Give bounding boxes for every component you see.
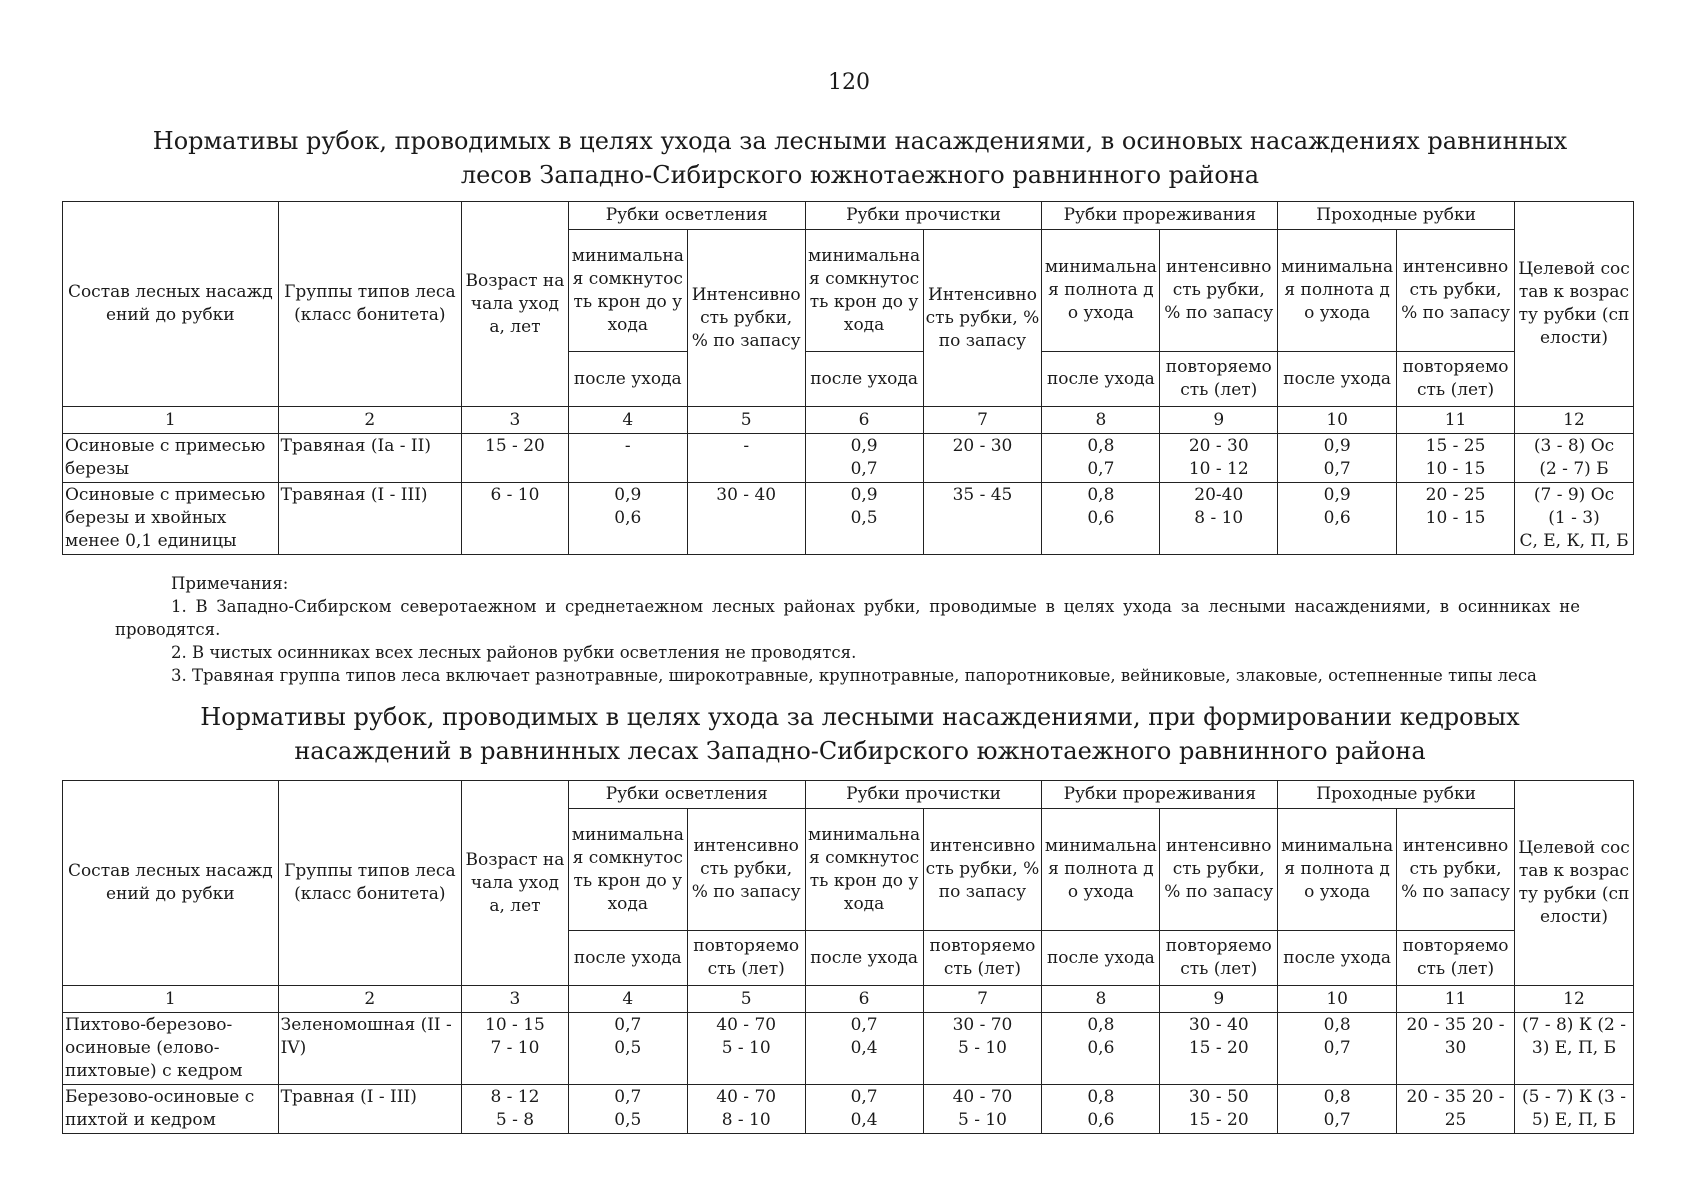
table1-title-line1: Нормативы рубок, проводимых в целях ухода за лесными насаждениями, в осиновых насаждениях равнинных: [152, 127, 1568, 155]
header-pro-min: минимальная сомкнутость крон до ухода: [805, 809, 923, 931]
header-prorezh-int: интенсивность рубки, % по запасу: [1160, 809, 1278, 931]
table-cell: 0,7 0,4: [805, 1085, 923, 1134]
header-age: Возраст начала ухода, лет: [462, 781, 569, 986]
header-prohod-rep: повторяемость (лет): [1397, 352, 1515, 407]
col-number: 12: [1515, 986, 1634, 1013]
table-cell: 0,9 0,5: [805, 483, 923, 555]
table-cell: 0,8 0,7: [1278, 1085, 1397, 1134]
table-cell: 0,9 0,7: [805, 434, 923, 483]
table-row: [63, 483, 1634, 555]
header-prohod-min: минимальная полнота до ухода: [1278, 809, 1397, 931]
header-pro-after: после ухода: [805, 931, 923, 986]
col-number: 9: [1160, 986, 1278, 1013]
table-cell: 0,8 0,6: [1042, 483, 1160, 555]
header-osv-min: минимальная сомкнутость крон до ухода: [568, 230, 687, 352]
table-cell: Зеленомошная (II - IV): [278, 1013, 461, 1085]
col-number: 7: [923, 407, 1042, 434]
table-cell: 20-40 8 - 10: [1160, 483, 1278, 555]
table-cell: 30 - 70 5 - 10: [923, 1013, 1042, 1085]
header-pro-int: интенсивность рубки, % по запасу: [923, 809, 1042, 931]
header-target: Целевой состав к возрасту рубки (спелости): [1515, 202, 1634, 407]
header-prorezh: Рубки прореживания: [1042, 781, 1278, 809]
table-cell: 35 - 45: [923, 483, 1042, 555]
table-cell: Травяная (I - III): [278, 483, 461, 555]
header-pro: Рубки прочистки: [805, 202, 1042, 230]
header-prohod: Проходные рубки: [1278, 202, 1515, 230]
table2-title-line2: насаждений в равнинных лесах Западно-Сибирского южнотаежного равнинного района: [294, 737, 1426, 765]
col-number: 5: [687, 986, 805, 1013]
table-cell: 6 - 10: [462, 483, 569, 555]
header-prohod-after: после ухода: [1278, 931, 1397, 986]
table1-title-line2: лесов Западно-Сибирского южнотаежного равнинного района: [460, 161, 1260, 189]
notes-heading: Примечания:: [171, 574, 289, 593]
table-cell: 0,8 0,7: [1278, 1013, 1397, 1085]
table-cell: 0,9 0,7: [1278, 434, 1397, 483]
col-number: 3: [462, 407, 569, 434]
table-cell: -: [568, 434, 687, 483]
table-cell: 10 - 15 7 - 10: [462, 1013, 569, 1085]
header-prohod-min: минимальная полнота до ухода: [1278, 230, 1397, 352]
header-prohod: Проходные рубки: [1278, 781, 1515, 809]
header-age: Возраст начала ухода, лет: [462, 202, 569, 407]
col-number: 2: [278, 407, 461, 434]
table-cell: 40 - 70 8 - 10: [687, 1085, 805, 1134]
table-cell: 40 - 70 5 - 10: [923, 1085, 1042, 1134]
header-prohod-int: интенсивность рубки, % по запасу: [1397, 230, 1515, 352]
header-prorezh-int: интенсивность рубки, % по запасу: [1160, 230, 1278, 352]
header-osv-min: минимальная сомкнутость крон до ухода: [568, 809, 687, 931]
table-cell: 15 - 20: [462, 434, 569, 483]
col-number: 12: [1515, 407, 1634, 434]
table-cell: Травяная (Ia - II): [278, 434, 461, 483]
column-number-row: [63, 986, 1634, 1013]
table-cell: 30 - 50 15 - 20: [1160, 1085, 1278, 1134]
table-cell: 0,7 0,5: [568, 1085, 687, 1134]
table-cell: Осиновые с примесью березы и хвойных менее 0,1 единицы: [63, 483, 279, 555]
col-number: 10: [1278, 986, 1397, 1013]
header-osv-int: Интенсивность рубки, % по запасу: [687, 230, 805, 407]
col-number: 3: [462, 986, 569, 1013]
col-number: 8: [1042, 407, 1160, 434]
table-cell: 20 - 35 20 - 30: [1397, 1013, 1515, 1085]
header-prorezh-rep: повторяемость (лет): [1160, 352, 1278, 407]
table-cell: 0,8 0,6: [1042, 1013, 1160, 1085]
table-row: [63, 434, 1634, 483]
table2-title: [110, 700, 1610, 768]
col-number: 2: [278, 986, 461, 1013]
col-number: 1: [63, 986, 279, 1013]
header-pro-rep: повторяемость (лет): [923, 931, 1042, 986]
header-pro-min: минимальная сомкнутость крон до ухода: [805, 230, 923, 352]
table-cell: Березово-осиновые с пихтой и кедром: [63, 1085, 279, 1134]
table-cell: 0,8 0,7: [1042, 434, 1160, 483]
table-row: [63, 1085, 1634, 1134]
table2: [62, 780, 1634, 1134]
table-cell: Пихтово-березово-осиновые (елово-пихтовые) с кедром: [63, 1013, 279, 1085]
header-prorezh-after: после ухода: [1042, 352, 1160, 407]
table1-title: [110, 124, 1610, 192]
header-composition: Состав лесных насаждений до рубки: [63, 202, 279, 407]
header-prorezh-min: минимальная полнота до ухода: [1042, 809, 1160, 931]
header-osv-rep: повторяемость (лет): [687, 931, 805, 986]
table-cell: -: [687, 434, 805, 483]
header-osv-after: после ухода: [568, 931, 687, 986]
note-2: 2. В чистых осинниках всех лесных районов рубки осветления не проводятся.: [171, 643, 857, 662]
table-cell: 15 - 25 10 - 15: [1397, 434, 1515, 483]
table-cell: 30 - 40: [687, 483, 805, 555]
col-number: 11: [1397, 407, 1515, 434]
header-target: Целевой состав к возрасту рубки (спелости): [1515, 781, 1634, 986]
header-prorezh-min: минимальная полнота до ухода: [1042, 230, 1160, 352]
table-cell: 20 - 25 10 - 15: [1397, 483, 1515, 555]
header-forest-types: Группы типов леса (класс бонитета): [278, 781, 461, 986]
col-number: 4: [568, 986, 687, 1013]
col-number: 8: [1042, 986, 1160, 1013]
header-forest-types: Группы типов леса (класс бонитета): [278, 202, 461, 407]
header-composition: Состав лесных насаждений до рубки: [63, 781, 279, 986]
header-prohod-int: интенсивность рубки, % по запасу: [1397, 809, 1515, 931]
notes-block: [115, 572, 1580, 687]
column-number-row: [63, 407, 1634, 434]
col-number: 1: [63, 407, 279, 434]
table-cell: 20 - 35 20 - 25: [1397, 1085, 1515, 1134]
col-number: 4: [568, 407, 687, 434]
header-prorezh-rep: повторяемость (лет): [1160, 931, 1278, 986]
table-cell: 40 - 70 5 - 10: [687, 1013, 805, 1085]
table-cell: 0,8 0,6: [1042, 1085, 1160, 1134]
table-cell: (7 - 9) Ос (1 - 3) С, Е, К, П, Б: [1515, 483, 1634, 555]
table-cell: (7 - 8) К (2 - 3) Е, П, Б: [1515, 1013, 1634, 1085]
table-cell: (3 - 8) Ос (2 - 7) Б: [1515, 434, 1634, 483]
note-3: 3. Травяная группа типов леса включает разнотравные, широкотравные, крупнотравные, папоротниковые, вейниковые, злаковые, остепненные типы леса: [171, 666, 1537, 685]
table1: [62, 201, 1634, 555]
table2-title-line1: Нормативы рубок, проводимых в целях ухода за лесными насаждениями, при формировании кедровых: [200, 703, 1520, 731]
header-prorezh-after: после ухода: [1042, 931, 1160, 986]
table-cell: 30 - 40 15 - 20: [1160, 1013, 1278, 1085]
header-pro-after: после ухода: [805, 352, 923, 407]
table-cell: 8 - 12 5 - 8: [462, 1085, 569, 1134]
col-number: 9: [1160, 407, 1278, 434]
note-1: 1. В Западно-Сибирском северотаежном и среднетаежном лесных районах рубки, проводимые в целях ухода за лесными насаждениями, в осинниках не проводятся.: [115, 597, 1580, 639]
col-number: 5: [687, 407, 805, 434]
table-cell: 0,7 0,4: [805, 1013, 923, 1085]
header-prorezh: Рубки прореживания: [1042, 202, 1278, 230]
header-osv: Рубки осветления: [568, 202, 805, 230]
table-cell: 0,7 0,5: [568, 1013, 687, 1085]
table-cell: Травная (I - III): [278, 1085, 461, 1134]
col-number: 11: [1397, 986, 1515, 1013]
header-prohod-after: после ухода: [1278, 352, 1397, 407]
col-number: 6: [805, 407, 923, 434]
table-cell: 20 - 30: [923, 434, 1042, 483]
col-number: 7: [923, 986, 1042, 1013]
table-cell: 0,9 0,6: [1278, 483, 1397, 555]
table-cell: 0,9 0,6: [568, 483, 687, 555]
table-cell: (5 - 7) К (3 - 5) Е, П, Б: [1515, 1085, 1634, 1134]
page-number: 120: [828, 70, 870, 95]
header-pro: Рубки прочистки: [805, 781, 1042, 809]
table-cell: 20 - 30 10 - 12: [1160, 434, 1278, 483]
header-pro-int: Интенсивность рубки, % по запасу: [923, 230, 1042, 407]
col-number: 6: [805, 986, 923, 1013]
header-prohod-rep: повторяемость (лет): [1397, 931, 1515, 986]
table-cell: Осиновые с примесью березы: [63, 434, 279, 483]
table-row: [63, 1013, 1634, 1085]
col-number: 10: [1278, 407, 1397, 434]
header-osv: Рубки осветления: [568, 781, 805, 809]
header-osv-after: после ухода: [568, 352, 687, 407]
header-osv-int: интенсивность рубки, % по запасу: [687, 809, 805, 931]
